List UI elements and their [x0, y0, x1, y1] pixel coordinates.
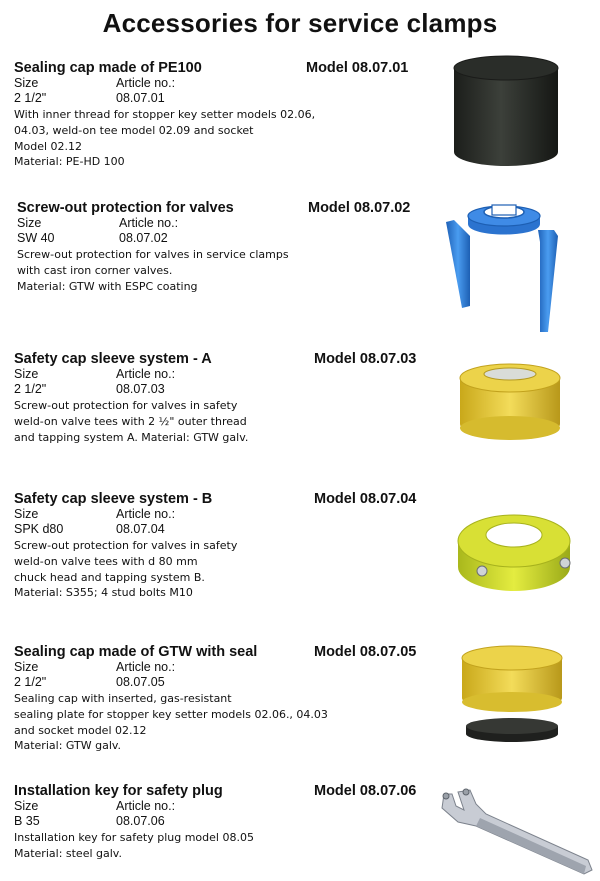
size-value: 2 1/2" — [14, 675, 47, 689]
size-label: Size — [14, 507, 39, 521]
description-line: 04.03, weld-on tee model 02.09 and socket — [14, 123, 254, 137]
safety-cap-sleeve-a-image — [452, 356, 568, 448]
article-label: Article no.: — [116, 367, 176, 381]
description-line: Sealing cap with inserted, gas-resistant — [14, 692, 232, 705]
product-title: Screw-out protection for valves — [17, 200, 234, 216]
article-label: Article no.: — [116, 76, 176, 90]
article-value: 08.07.01 — [116, 91, 165, 105]
product-model: Model 08.07.05 — [314, 644, 417, 660]
description-line: and socket model 02.12 — [14, 723, 147, 737]
description-line: Installation key for safety plug model 08.05 — [14, 831, 254, 844]
column-headers — [17, 216, 179, 230]
size-value: SPK d80 — [14, 522, 64, 536]
description-line: Material: steel galv. — [14, 846, 122, 860]
column-headers — [14, 367, 176, 381]
article-label: Article no.: — [116, 507, 176, 521]
product-description — [14, 107, 315, 170]
description-line: Material: GTW galv. — [14, 739, 122, 753]
column-headers — [14, 507, 176, 521]
product-title: Installation key for safety plug — [14, 783, 223, 799]
size-label: Size — [14, 660, 39, 674]
size-value: B 35 — [14, 814, 40, 828]
product-description — [14, 538, 237, 601]
product-values — [14, 675, 165, 689]
article-label: Article no.: — [119, 216, 179, 230]
product-values — [14, 522, 165, 536]
screw-out-protection-image — [440, 196, 568, 334]
product-title: Sealing cap made of GTW with seal — [14, 644, 258, 660]
product-model: Model 08.07.01 — [306, 60, 409, 76]
product-description — [17, 247, 289, 294]
article-value: 08.07.02 — [119, 231, 168, 245]
product-title: Safety cap sleeve system - A — [14, 351, 212, 367]
article-value: 08.07.05 — [116, 675, 165, 689]
article-value: 08.07.04 — [116, 522, 165, 536]
product-values — [17, 231, 168, 245]
product-values — [14, 382, 165, 396]
size-label: Size — [14, 76, 39, 90]
description-line: weld-on valve tees with d 80 mm — [14, 554, 198, 568]
description-line: chuck head and tapping system B. — [14, 570, 205, 584]
description-line: weld-on valve tees with 2 ½" outer thread — [14, 414, 247, 428]
description-line: and tapping system A. Material: GTW galv. — [14, 430, 249, 444]
installation-key-image — [436, 784, 596, 880]
size-label: Size — [17, 216, 42, 230]
description-line: Material: GTW with ESPC coating — [17, 279, 198, 293]
description-line: sealing plate for stopper key setter models 02.06., 04.03 — [14, 707, 328, 721]
article-label: Article no.: — [116, 660, 176, 674]
page-title: Accessories for service clamps — [102, 8, 498, 38]
size-value: 2 1/2" — [14, 91, 47, 105]
column-headers — [14, 76, 176, 90]
article-value: 08.07.06 — [116, 814, 165, 828]
product-values — [14, 91, 165, 105]
column-headers — [14, 660, 176, 674]
product-description — [14, 830, 254, 862]
article-label: Article no.: — [116, 799, 176, 813]
safety-cap-sleeve-b-image — [452, 505, 576, 597]
size-value: 2 1/2" — [14, 382, 47, 396]
product-model: Model 08.07.02 — [308, 200, 411, 216]
product-title: Safety cap sleeve system - B — [14, 491, 213, 507]
description-line: Material: PE-HD 100 — [14, 155, 125, 169]
description-line: With inner thread for stopper key setter models 02.06, — [14, 108, 316, 121]
product-description — [14, 691, 328, 754]
description-line: with cast iron corner valves. — [17, 263, 173, 277]
description-line: Screw-out protection for valves in safety — [14, 399, 238, 412]
sealing-cap-gtw-with-seal-image — [456, 640, 568, 750]
product-values — [14, 814, 165, 828]
description-line: Model 02.12 — [14, 139, 83, 153]
article-value: 08.07.03 — [116, 382, 165, 396]
size-label: Size — [14, 799, 39, 813]
product-title: Sealing cap made of PE100 — [14, 60, 202, 76]
column-headers — [14, 799, 176, 813]
description-line: Material: S355; 4 stud bolts M10 — [14, 586, 193, 600]
sealing-cap-pe100-image — [448, 54, 564, 172]
size-value: SW 40 — [17, 231, 55, 245]
product-model: Model 08.07.06 — [314, 783, 417, 799]
product-description — [14, 398, 248, 445]
product-model: Model 08.07.03 — [314, 351, 417, 367]
description-line: Screw-out protection for valves in service clamps — [17, 248, 289, 261]
size-label: Size — [14, 367, 39, 381]
description-line: Screw-out protection for valves in safety — [14, 539, 238, 552]
product-model: Model 08.07.04 — [314, 491, 417, 507]
